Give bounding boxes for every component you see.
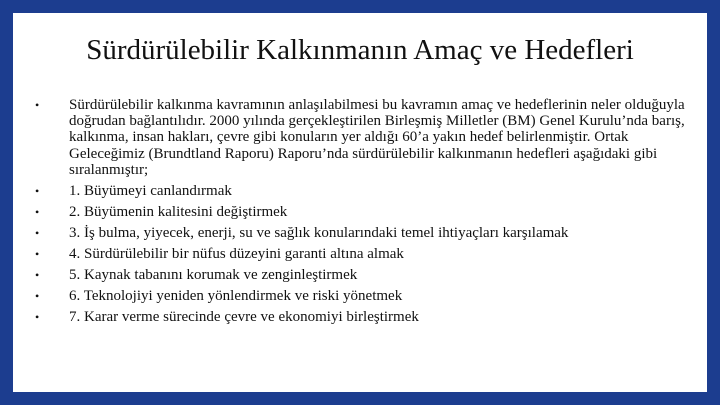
- bullet-text: 2. Büyümenin kalitesini değiştirmek: [69, 204, 288, 221]
- slide-title: Sürdürülebilir Kalkınmanın Amaç ve Hedefleri: [86, 34, 634, 66]
- bullet-text: 1. Büyümeyi canlandırmak: [69, 183, 232, 200]
- bullet-icon: •: [35, 184, 40, 199]
- bullet-icon: •: [35, 98, 40, 112]
- bullet-icon: •: [35, 289, 40, 304]
- bullet-list: [35, 97, 685, 330]
- bullet-item-goal-2: [35, 204, 685, 220]
- bullet-item-intro: [35, 97, 685, 178]
- bullet-text: 4. Sürdürülebilir bir nüfus düzeyini garanti altına almak: [69, 246, 404, 263]
- bullet-icon: •: [35, 247, 40, 262]
- bullet-icon: •: [35, 268, 40, 283]
- slide: [13, 13, 707, 392]
- bullet-item-goal-3: [35, 225, 685, 241]
- bullet-text: 7. Karar verme sürecinde çevre ve ekonomiyi birleştirmek: [69, 309, 419, 326]
- bullet-text: Sürdürülebilir kalkınma kavramının anlaşılabilmesi bu kavramın amaç ve hedeflerinin neler olduğuyla doğrudan bağlantılıdır. 2000 yılında gerçekleştirilen Birleşmiş Milletler (BM) Genel Kurulu’nda barış, kalkınma, insan hakları, çevre gibi konuların yer aldığı 60’a yakın hedef belirlenmiştir. Ortak Geleceğimiz (Brundtland Raporu) Raporu’nda sürdürülebilir kalkınmanın hedefleri aşağıdaki gibi sıralanmıştır;: [69, 97, 685, 178]
- bullet-item-goal-7: [35, 309, 685, 325]
- bullet-item-goal-1: [35, 183, 685, 199]
- bullet-item-goal-5: [35, 267, 685, 283]
- bullet-icon: •: [35, 310, 40, 325]
- bullet-icon: •: [35, 205, 40, 220]
- bullet-item-goal-6: [35, 288, 685, 304]
- bullet-text: 3. İş bulma, yiyecek, enerji, su ve sağlık konularındaki temel ihtiyaçları karşılamak: [69, 225, 569, 242]
- bullet-text: 5. Kaynak tabanını korumak ve zenginleştirmek: [69, 267, 358, 284]
- bullet-item-goal-4: [35, 246, 685, 262]
- bullet-text: 6. Teknolojiyi yeniden yönlendirmek ve riski yönetmek: [69, 288, 403, 305]
- bullet-icon: •: [35, 226, 40, 241]
